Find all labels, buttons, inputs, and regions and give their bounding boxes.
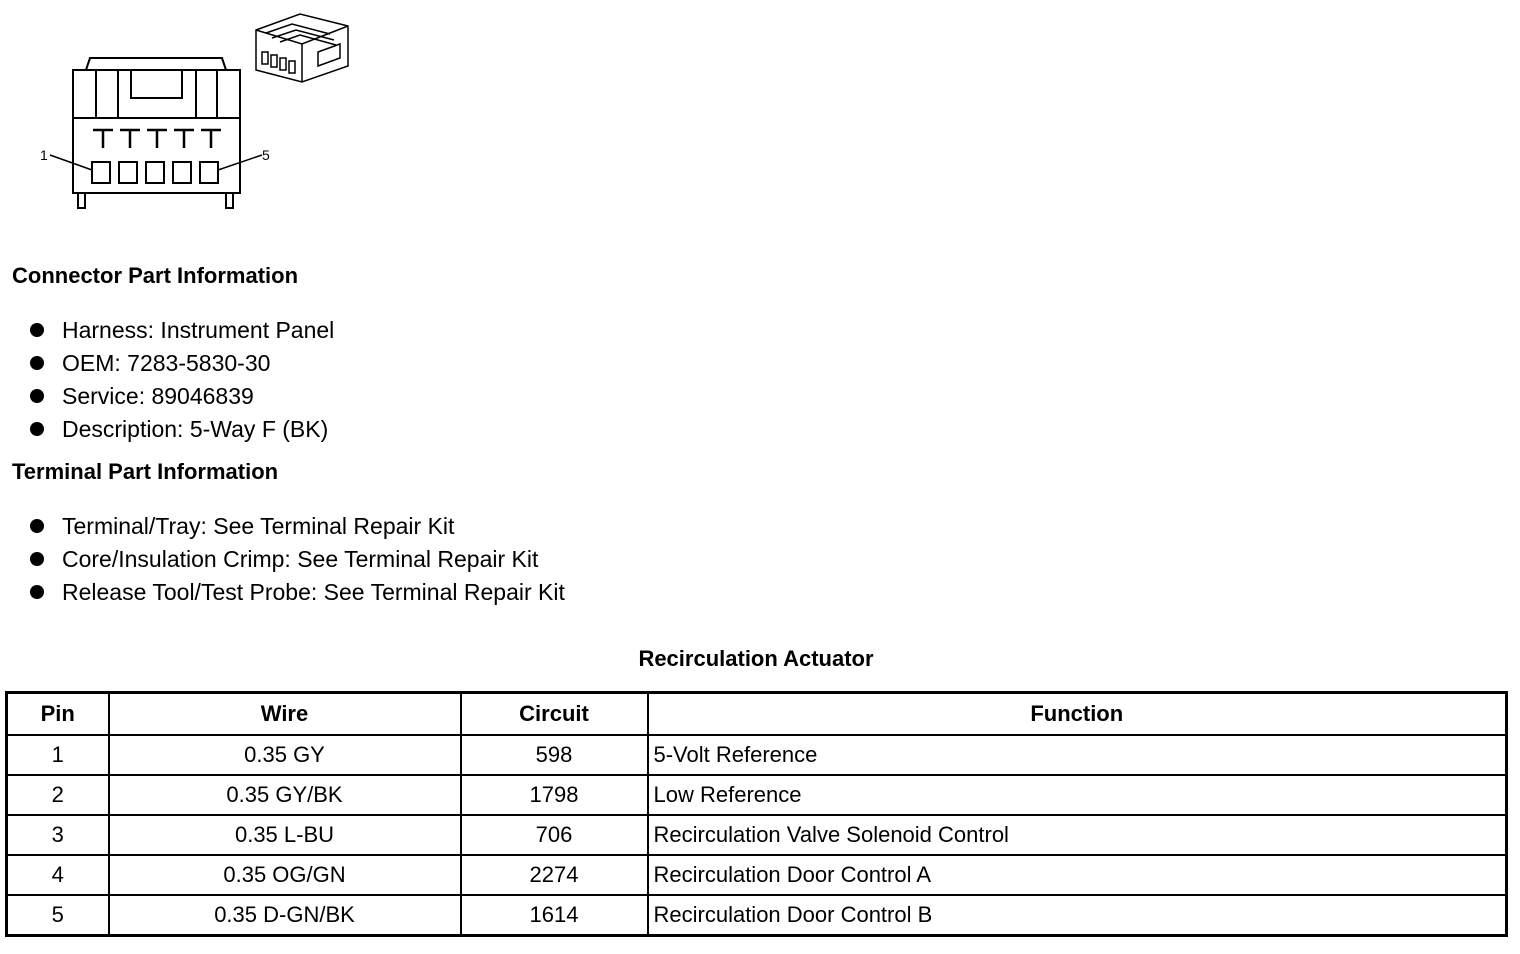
bullet-icon bbox=[30, 422, 44, 436]
cell-function: Low Reference bbox=[648, 775, 1507, 815]
table-row bbox=[7, 775, 1507, 815]
cell-function: Recirculation Valve Solenoid Control bbox=[648, 815, 1507, 855]
cell-wire: 0.35 GY bbox=[109, 735, 461, 775]
cell-function: 5-Volt Reference bbox=[648, 735, 1507, 775]
header-circuit: Circuit bbox=[461, 693, 648, 736]
terminal-info-list bbox=[0, 510, 565, 609]
cell-circuit: 706 bbox=[461, 815, 648, 855]
list-item: Description: 5-Way F (BK) bbox=[0, 413, 334, 446]
cell-function: Recirculation Door Control A bbox=[648, 855, 1507, 895]
cell-wire: 0.35 L-BU bbox=[109, 815, 461, 855]
bullet-icon bbox=[30, 519, 44, 533]
connector-section-title: Connector Part Information bbox=[12, 263, 299, 288]
pinout-table bbox=[5, 691, 1508, 937]
list-item: OEM: 7283-5830-30 bbox=[0, 347, 334, 380]
cell-circuit: 1614 bbox=[461, 895, 648, 936]
cell-pin: 2 bbox=[7, 775, 109, 815]
cell-pin: 3 bbox=[7, 815, 109, 855]
cell-pin: 5 bbox=[7, 895, 109, 936]
table-row bbox=[7, 855, 1507, 895]
list-item: Core/Insulation Crimp: See Terminal Repair Kit bbox=[0, 543, 565, 576]
connector-info-list bbox=[0, 314, 334, 446]
table-title: Recirculation Actuator bbox=[638, 646, 874, 671]
bullet-icon bbox=[30, 356, 44, 370]
header-function: Function bbox=[648, 693, 1507, 736]
bullet-icon bbox=[30, 323, 44, 337]
cell-pin: 4 bbox=[7, 855, 109, 895]
cell-circuit: 2274 bbox=[461, 855, 648, 895]
table-row bbox=[7, 815, 1507, 855]
cell-wire: 0.35 GY/BK bbox=[109, 775, 461, 815]
cell-pin: 1 bbox=[7, 735, 109, 775]
header-wire: Wire bbox=[109, 693, 461, 736]
table-header-row bbox=[7, 693, 1507, 736]
header-pin: Pin bbox=[7, 693, 109, 736]
pin-label-first: 1 bbox=[40, 147, 48, 163]
cell-circuit: 598 bbox=[461, 735, 648, 775]
terminal-section-title: Terminal Part Information bbox=[12, 459, 279, 484]
table-row bbox=[7, 735, 1507, 775]
bullet-icon bbox=[30, 585, 44, 599]
list-item: Harness: Instrument Panel bbox=[0, 314, 334, 347]
cell-circuit: 1798 bbox=[461, 775, 648, 815]
list-item: Release Tool/Test Probe: See Terminal Repair Kit bbox=[0, 576, 565, 609]
bullet-icon bbox=[30, 552, 44, 566]
list-item: Service: 89046839 bbox=[0, 380, 334, 413]
pin-label-last: 5 bbox=[262, 147, 270, 163]
cell-wire: 0.35 D-GN/BK bbox=[109, 895, 461, 936]
cell-wire: 0.35 OG/GN bbox=[109, 855, 461, 895]
table-row bbox=[7, 895, 1507, 936]
list-item: Terminal/Tray: See Terminal Repair Kit bbox=[0, 510, 565, 543]
cell-function: Recirculation Door Control B bbox=[648, 895, 1507, 936]
connector-face-diagram bbox=[0, 0, 400, 230]
bullet-icon bbox=[30, 389, 44, 403]
